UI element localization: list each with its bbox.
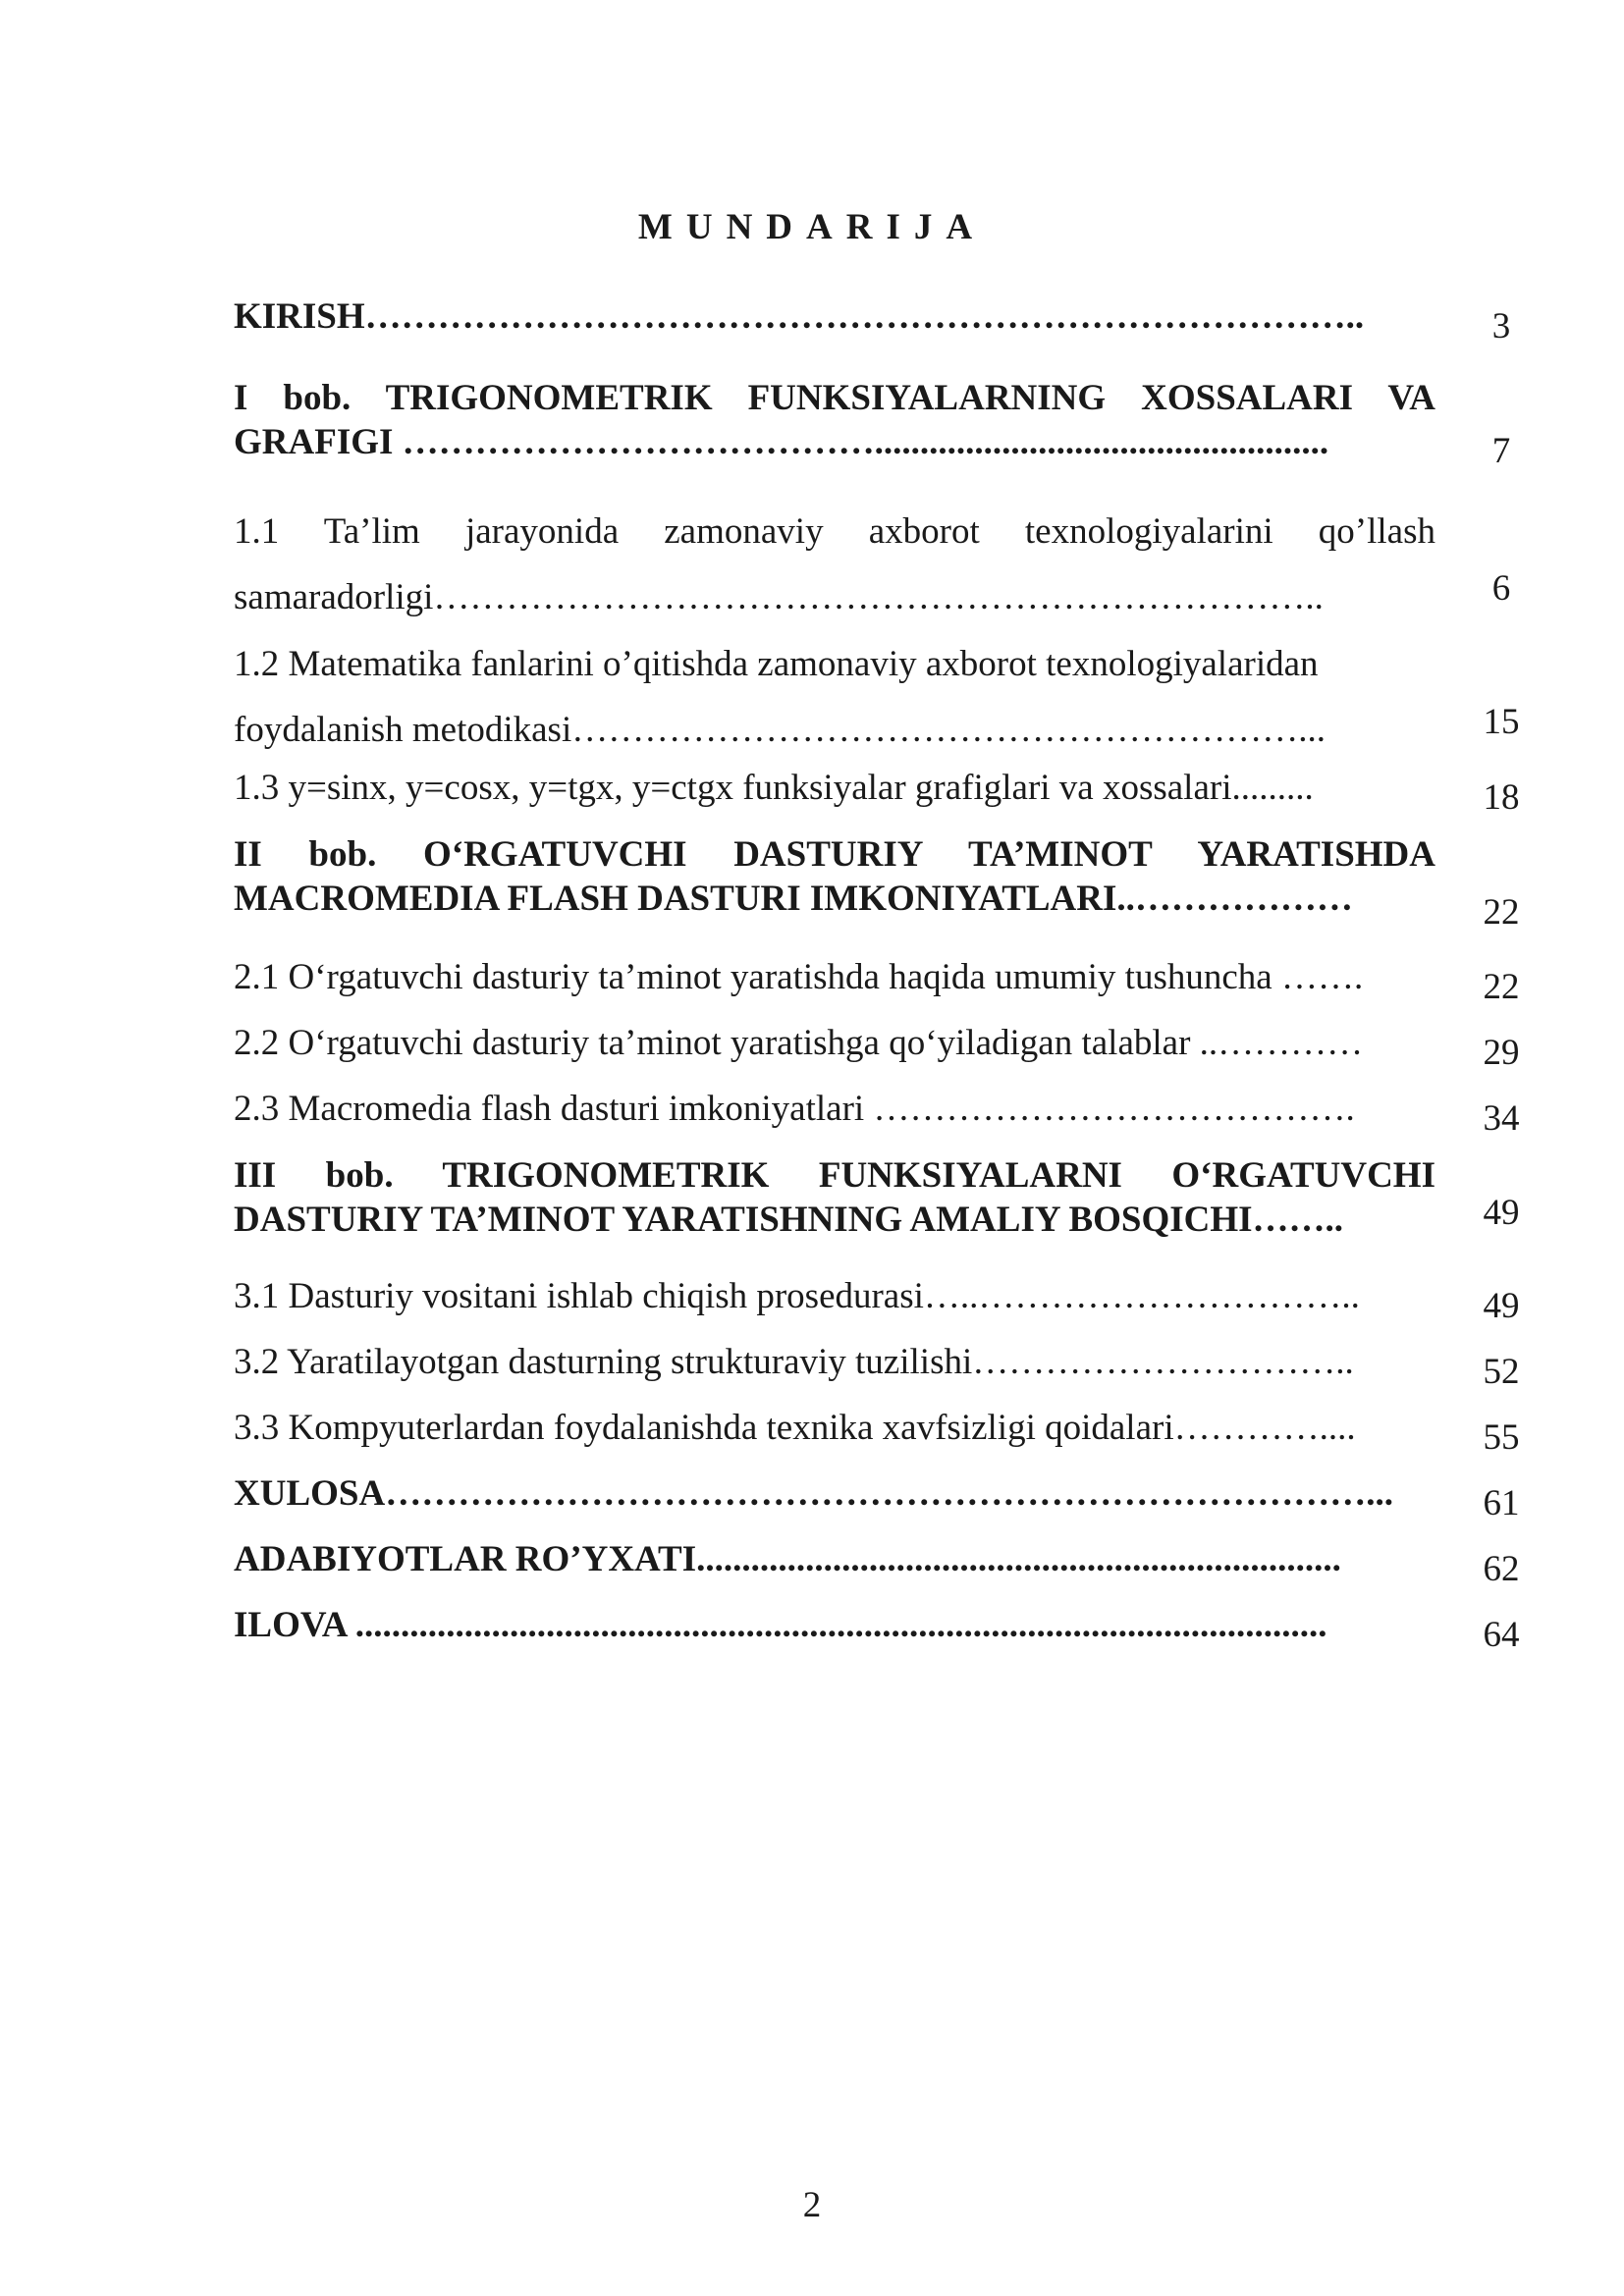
toc-entry-text: 1.1 Ta’lim jarayonida zamonaviy axborot texnologiyalarini qo’llash bbox=[234, 511, 1435, 552]
toc-entry-ilova[interactable] bbox=[234, 1603, 1435, 1647]
toc-entry-text: 3.2 Yaratilayotgan dasturning strukturaviy tuzilishi………………………….. bbox=[234, 1342, 1354, 1382]
toc-page-number: 64 bbox=[1483, 1615, 1520, 1655]
toc-entry-section-2-1[interactable] bbox=[234, 955, 1435, 999]
toc-page-number: 3 bbox=[1491, 306, 1511, 347]
toc-entry-kirish[interactable] bbox=[234, 294, 1435, 339]
toc-entry-chapter-1[interactable] bbox=[234, 376, 1435, 464]
toc-entry-text: I bob. TRIGONOMETRIK FUNKSIYALARNING XOSSALARI VA bbox=[234, 378, 1435, 418]
toc-entry-section-1-3[interactable] bbox=[234, 766, 1435, 810]
toc-entry-chapter-3[interactable] bbox=[234, 1153, 1435, 1242]
toc-page-number: 61 bbox=[1483, 1483, 1520, 1523]
toc-entry-text: 1.2 Matematika fanlarini o’qitishda zamonaviy axborot texnologiyalaridan bbox=[234, 644, 1319, 684]
toc-entry-text: GRAFIGI ………………………………….................................................. bbox=[234, 422, 1329, 462]
toc-entry-chapter-2[interactable] bbox=[234, 832, 1435, 921]
toc-entry-text: 3.1 Dasturiy vositani ishlab chiqish prosedurasi…..………………………….. bbox=[234, 1276, 1360, 1316]
toc-entry-text: foydalanish metodikasi……………………………………………………... bbox=[234, 710, 1326, 750]
toc-entry-text: MACROMEDIA FLASH DASTURI IMKONIYATLARI..……………… bbox=[234, 879, 1353, 919]
toc-entry-text: ILOVA ........................................................................................................... bbox=[234, 1605, 1327, 1645]
toc-entry-section-1-1[interactable] bbox=[234, 499, 1435, 630]
toc-entry-text: 1.3 y=sinx, y=cosx, y=tgx, y=ctgx funksiyalar grafiglari va xossalari......... bbox=[234, 768, 1314, 808]
toc-page-number: 34 bbox=[1483, 1098, 1520, 1139]
toc-entry-text: 2.3 Macromedia flash dasturi imkoniyatlari …………………………………. bbox=[234, 1089, 1355, 1129]
toc-entry-text: 3.3 Kompyuterlardan foydalanishda texnika xavfsizligi qoidalari………….... bbox=[234, 1408, 1356, 1448]
toc-page-number: 49 bbox=[1483, 1193, 1520, 1233]
toc-entry-text: 2.2 O‘rgatuvchi dasturiy ta’minot yaratishga qo‘yiladigan talablar ..………… bbox=[234, 1023, 1364, 1063]
toc-page-number: 22 bbox=[1483, 967, 1520, 1007]
toc-entry-text: KIRISH……………………………………………………………………….. bbox=[234, 296, 1365, 337]
toc-entry-xulosa[interactable] bbox=[234, 1471, 1435, 1516]
toc-entry-section-1-2[interactable] bbox=[234, 631, 1435, 763]
toc-entry-section-3-2[interactable] bbox=[234, 1340, 1435, 1384]
toc-entry-text: ADABIYOTLAR RO’YXATI....................................................................... bbox=[234, 1539, 1341, 1579]
toc-entry-section-3-3[interactable] bbox=[234, 1406, 1435, 1450]
toc-page-number: 62 bbox=[1483, 1549, 1520, 1589]
toc-entry-text: II bob. O‘RGATUVCHI DASTURIY TA’MINOT YARATISHDA bbox=[234, 834, 1435, 875]
toc-entry-section-2-3[interactable] bbox=[234, 1087, 1435, 1131]
page-number: 2 bbox=[802, 2185, 822, 2225]
toc-page-number: 29 bbox=[1483, 1033, 1520, 1073]
toc-entry-text: XULOSA………………………………………………………………………... bbox=[234, 1473, 1393, 1514]
toc-entry-text: III bob. TRIGONOMETRIK FUNKSIYALARNI O‘RGATUVCHI bbox=[234, 1155, 1435, 1196]
toc-page-number: 6 bbox=[1491, 568, 1511, 609]
toc-page-number: 22 bbox=[1483, 892, 1520, 933]
toc-page-number: 18 bbox=[1483, 777, 1520, 818]
toc-entry-adabiyotlar[interactable] bbox=[234, 1537, 1435, 1581]
toc-entry-section-2-2[interactable] bbox=[234, 1021, 1435, 1065]
toc-page-number: 55 bbox=[1483, 1417, 1520, 1458]
toc-entry-text: DASTURIY TA’MINOT YARATISHNING AMALIY BOSQICHI…….. bbox=[234, 1200, 1344, 1240]
toc-entry-section-3-1[interactable] bbox=[234, 1274, 1435, 1318]
toc-page-number: 49 bbox=[1483, 1286, 1520, 1326]
toc-entry-text: samaradorligi……………………………………………………………….. bbox=[234, 577, 1324, 617]
toc-entry-text: 2.1 O‘rgatuvchi dasturiy ta’minot yaratishda haqida umumiy tushuncha ……. bbox=[234, 957, 1364, 997]
toc-page-number: 7 bbox=[1491, 431, 1511, 471]
toc-title: MUNDARIJA bbox=[637, 207, 987, 247]
toc-page-number: 15 bbox=[1483, 702, 1520, 742]
toc-page-number: 52 bbox=[1483, 1352, 1520, 1392]
